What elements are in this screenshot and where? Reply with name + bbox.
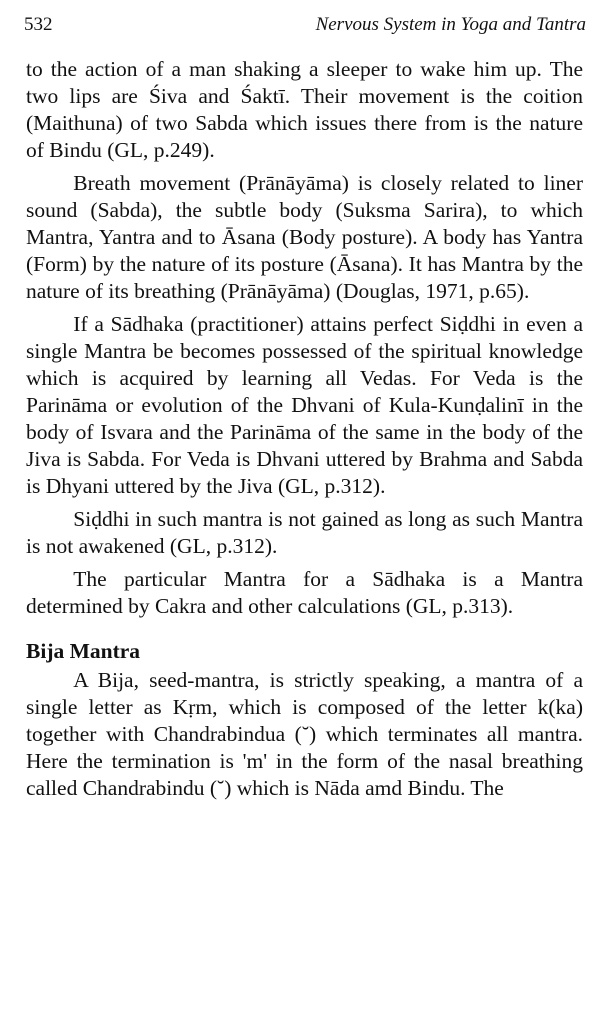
section-paragraph: A Bija, seed-mantra, is strictly speaking, a mantra of a single letter as Kṛm, which is composed of the letter k(ka) together with Chandrabindua (˘) which terminates all mantra. Here the termination is 'm' in the form of the nasal breathing called Chandrabindu (˘) which is Nāda amd Bindu. The [26, 668, 583, 800]
paragraph: If a Sādhaka (practitioner) attains perfect Siḍdhi in even a single Mantra be becomes possessed of the spiritual knowledge which is acquired by learning all Vedas. For Veda is the Parināma or evolution of the Dhvani of Kula-Kunḍalinī in the body of Isvara and the Parināma of the same in the body of the Jiva is Sabda. For Veda is Dhvani uttered by Brahma and Sabda is Dhyani uttered by the Jiva (GL, p.312). [26, 312, 583, 498]
body-text [26, 56, 583, 808]
section-heading: Bija Mantra [26, 639, 141, 663]
paragraph: to the action of a man shaking a sleeper to wake him up. The two lips are Śiva and Śaktī. Their movement is the coition (Maithuna) of two Sabda which issues there from is the nature of Bindu (GL, p.249). [26, 57, 583, 162]
page-number: 532 [24, 14, 53, 35]
running-title: Nervous System in Yoga and Tantra [315, 14, 586, 35]
paragraph: The particular Mantra for a Sādhaka is a Mantra determined by Cakra and other calculations (GL, p.313). [26, 567, 583, 618]
paragraph: Siḍdhi in such mantra is not gained as long as such Mantra is not awakened (GL, p.312). [26, 507, 583, 558]
page-header [24, 14, 586, 44]
paragraph: Breath movement (Prānāyāma) is closely related to liner sound (Sabda), the subtle body (Suksma Sarira), to which Mantra, Yantra and to Āsana (Body posture). A body has Yantra (Form) by the nature of its posture (Āsana). It has Mantra by the nature of its breathing (Prānāyāma) (Douglas, 1971, p.65). [26, 171, 583, 303]
